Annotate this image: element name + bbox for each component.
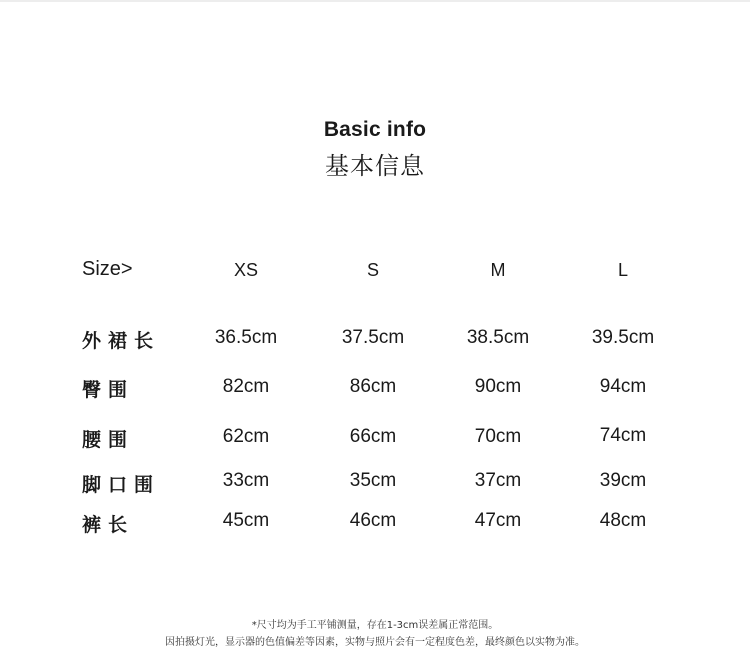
color-note: 因拍摄灯光，显示器的色值偏差等因素，实物与照片会有一定程度色差，最终颜色以实物为准。 (165, 637, 585, 648)
table-cell: 48cm (599, 510, 647, 531)
measurement-note: *尺寸均为手工平铺测量，存在1-3cm误差属正常范围。 (251, 620, 499, 631)
table-cell: 86cm (349, 376, 397, 397)
row-label-pants-length: 裤长 (82, 514, 135, 536)
page-title-zh: 基本信息 (325, 152, 425, 180)
table-cell: 82cm (222, 376, 270, 397)
table-cell: 94cm (599, 376, 647, 397)
table-cell: 39cm (599, 470, 647, 491)
table-cell: 37cm (474, 470, 522, 491)
table-cell: 70cm (474, 426, 522, 447)
table-cell: 35cm (349, 470, 397, 491)
table-cell: 47cm (474, 510, 522, 531)
table-cell: 66cm (349, 426, 397, 447)
size-column-s: S (366, 260, 379, 280)
row-label-hip: 臀围 (82, 379, 135, 401)
size-column-l: L (617, 260, 628, 280)
table-cell: 90cm (474, 376, 522, 397)
row-label-outer-skirt-length: 外裙长 (82, 330, 161, 352)
table-cell: 46cm (349, 510, 397, 531)
size-header-label: Size> (82, 258, 133, 280)
table-cell: 62cm (222, 426, 270, 447)
row-label-leg-opening: 脚口围 (82, 474, 161, 496)
table-cell: 38.5cm (466, 327, 530, 348)
table-cell: 39.5cm (591, 327, 655, 348)
size-column-xs: XS (233, 260, 258, 280)
table-cell: 36.5cm (214, 327, 278, 348)
page-title-en: Basic info (323, 118, 427, 141)
size-column-m: M (490, 260, 506, 280)
table-cell: 33cm (222, 470, 270, 491)
table-cell: 74cm (599, 425, 647, 446)
top-divider (0, 0, 750, 2)
table-cell: 37.5cm (341, 327, 405, 348)
row-label-waist: 腰围 (82, 429, 135, 451)
table-cell: 45cm (222, 510, 270, 531)
